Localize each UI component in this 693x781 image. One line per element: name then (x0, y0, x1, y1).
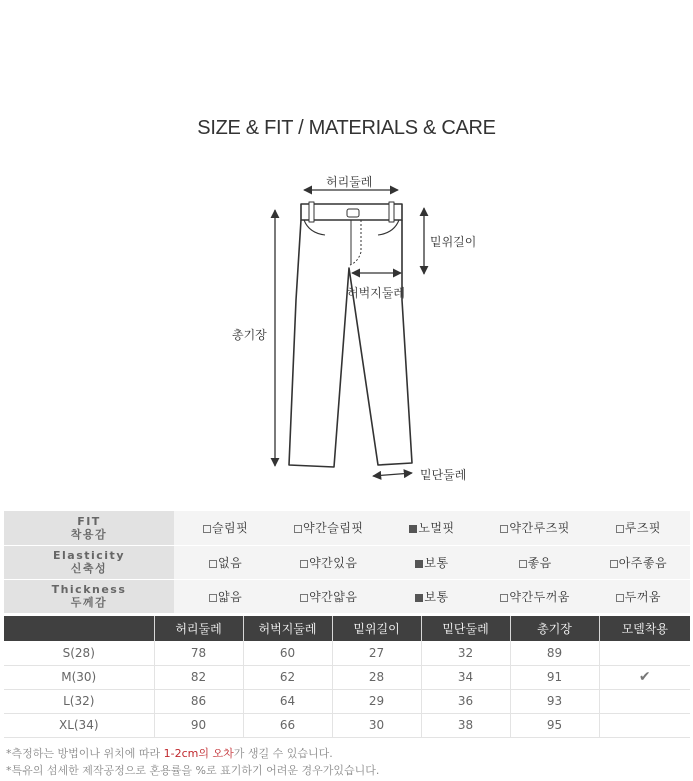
fit-option-label: 좋음 (527, 555, 552, 570)
checked-box-icon (409, 525, 417, 533)
size-cell-length: 89 (510, 641, 599, 665)
size-label: S(28) (4, 641, 154, 665)
size-cell-hem: 38 (421, 713, 510, 737)
fit-row-title (4, 511, 174, 545)
unchecked-box-icon (500, 525, 508, 533)
size-cell-length: 91 (510, 665, 599, 689)
fit-option-label: 보통 (424, 555, 449, 570)
fit-option-label: 약간두꺼움 (509, 589, 570, 604)
fit-option-label: 보통 (424, 589, 449, 604)
unchecked-box-icon (616, 525, 624, 533)
check-icon: ✔ (638, 669, 651, 685)
waist-label: 허리둘레 (326, 175, 373, 189)
table-row (4, 689, 690, 713)
unchecked-box-icon (209, 594, 217, 602)
size-cell-thigh: 66 (243, 713, 332, 737)
unchecked-box-icon (300, 560, 308, 568)
size-column-header: 총기장 (510, 616, 599, 641)
fit-row (4, 579, 690, 613)
fit-option (484, 579, 587, 613)
fit-option-label: 약간루즈핏 (509, 521, 570, 536)
fit-option-label: 노멀핏 (418, 521, 455, 536)
hem-label: 밑단둘레 (420, 468, 467, 482)
fit-option-label: 아주좋음 (618, 555, 668, 570)
fit-option-label: 루즈핏 (624, 521, 662, 536)
size-cell-waist: 86 (154, 689, 243, 713)
fit-option-label: 슬림핏 (211, 521, 249, 536)
fit-option (277, 511, 380, 545)
unchecked-box-icon (610, 560, 618, 568)
fit-option (587, 511, 690, 545)
size-cell-waist: 90 (154, 713, 243, 737)
size-table-header (4, 616, 690, 641)
table-row (4, 665, 690, 689)
size-cell-thigh: 64 (243, 689, 332, 713)
size-cell-rise: 29 (332, 689, 421, 713)
fit-option (380, 511, 483, 545)
unchecked-box-icon (500, 594, 508, 602)
checked-box-icon (415, 560, 423, 568)
size-cell-hem: 34 (421, 665, 510, 689)
size-column-header (4, 616, 154, 641)
size-cell-length: 95 (510, 713, 599, 737)
unchecked-box-icon (616, 594, 624, 602)
fit-option (587, 545, 690, 579)
fit-row-title (4, 545, 174, 579)
fit-table (4, 511, 690, 613)
pants-illustration (0, 160, 693, 500)
fit-option (380, 579, 483, 613)
size-column-header: 허벅지둘레 (243, 616, 332, 641)
fit-option (587, 579, 690, 613)
fit-title-en: FIT (77, 514, 101, 528)
size-cell-waist: 82 (154, 665, 243, 689)
unchecked-box-icon (203, 525, 211, 533)
unchecked-box-icon (209, 560, 217, 568)
fit-option-label: 약간슬림핏 (303, 521, 364, 536)
size-cell-rise: 28 (332, 665, 421, 689)
page-title: SIZE & FIT / MATERIALS & CARE (197, 117, 496, 139)
fit-title-ko: 두께감 (70, 596, 108, 610)
size-cell-waist: 78 (154, 641, 243, 665)
notes (6, 745, 379, 779)
fit-row-title (4, 579, 174, 613)
fit-title-ko: 신축성 (70, 562, 108, 575)
fit-option (174, 511, 277, 545)
size-label: L(32) (4, 689, 154, 713)
size-cell-hem: 36 (421, 689, 510, 713)
fit-option (484, 545, 587, 579)
size-cell-length: 93 (510, 689, 599, 713)
fit-option (174, 545, 277, 579)
size-cell-rise: 27 (332, 641, 421, 665)
fit-title-ko: 착용감 (70, 527, 108, 541)
length-label: 총기장 (232, 328, 267, 342)
size-cell-hem: 32 (421, 641, 510, 665)
fit-title-en: Elasticity (52, 549, 125, 562)
table-row (4, 641, 690, 665)
size-column-header: 밑위길이 (332, 616, 421, 641)
size-cell-thigh: 60 (243, 641, 332, 665)
fit-option-label: 두꺼움 (624, 589, 662, 604)
model-wear-cell (599, 689, 690, 713)
fit-option (174, 579, 277, 613)
size-label: M(30) (4, 665, 154, 689)
fit-option-label: 없음 (218, 555, 243, 570)
fit-option (484, 511, 587, 545)
unchecked-box-icon (519, 560, 527, 568)
size-column-header: 모델착용 (599, 616, 690, 641)
size-column-header: 밑단둘레 (421, 616, 510, 641)
size-label: XL(34) (4, 713, 154, 737)
note-measurement (6, 745, 379, 762)
pants-measurement-diagram (0, 160, 693, 500)
model-wear-cell (599, 665, 690, 689)
size-table (4, 616, 690, 738)
fit-option-label: 얇음 (218, 589, 243, 604)
note-text: 가 생길 수 있습니다. (233, 747, 333, 760)
fit-row (4, 511, 690, 545)
fit-title-en: Thickness (51, 583, 127, 597)
model-wear-cell (599, 641, 690, 665)
size-cell-rise: 30 (332, 713, 421, 737)
fit-option (277, 545, 380, 579)
fit-option (277, 579, 380, 613)
size-column-header: 허리둘레 (154, 616, 243, 641)
model-wear-cell (599, 713, 690, 737)
checked-box-icon (415, 594, 423, 602)
rise-label: 밑위길이 (430, 235, 477, 249)
note-highlight: 1-2cm의 오차 (163, 747, 234, 760)
fit-option (380, 545, 483, 579)
fit-row (4, 545, 690, 579)
unchecked-box-icon (294, 525, 302, 533)
note-text: *측정하는 방법이나 위치에 따라 (6, 747, 164, 760)
unchecked-box-icon (300, 594, 308, 602)
note-material: *특유의 섬세한 제작공정으로 혼용률을 %로 표기하기 어려운 경우가있습니다. (6, 764, 380, 777)
thigh-label: 허벅지둘레 (347, 286, 405, 300)
table-row (4, 713, 690, 737)
fit-option-label: 약간얇음 (309, 589, 358, 604)
fit-option-label: 약간있음 (309, 555, 358, 570)
size-cell-thigh: 62 (243, 665, 332, 689)
